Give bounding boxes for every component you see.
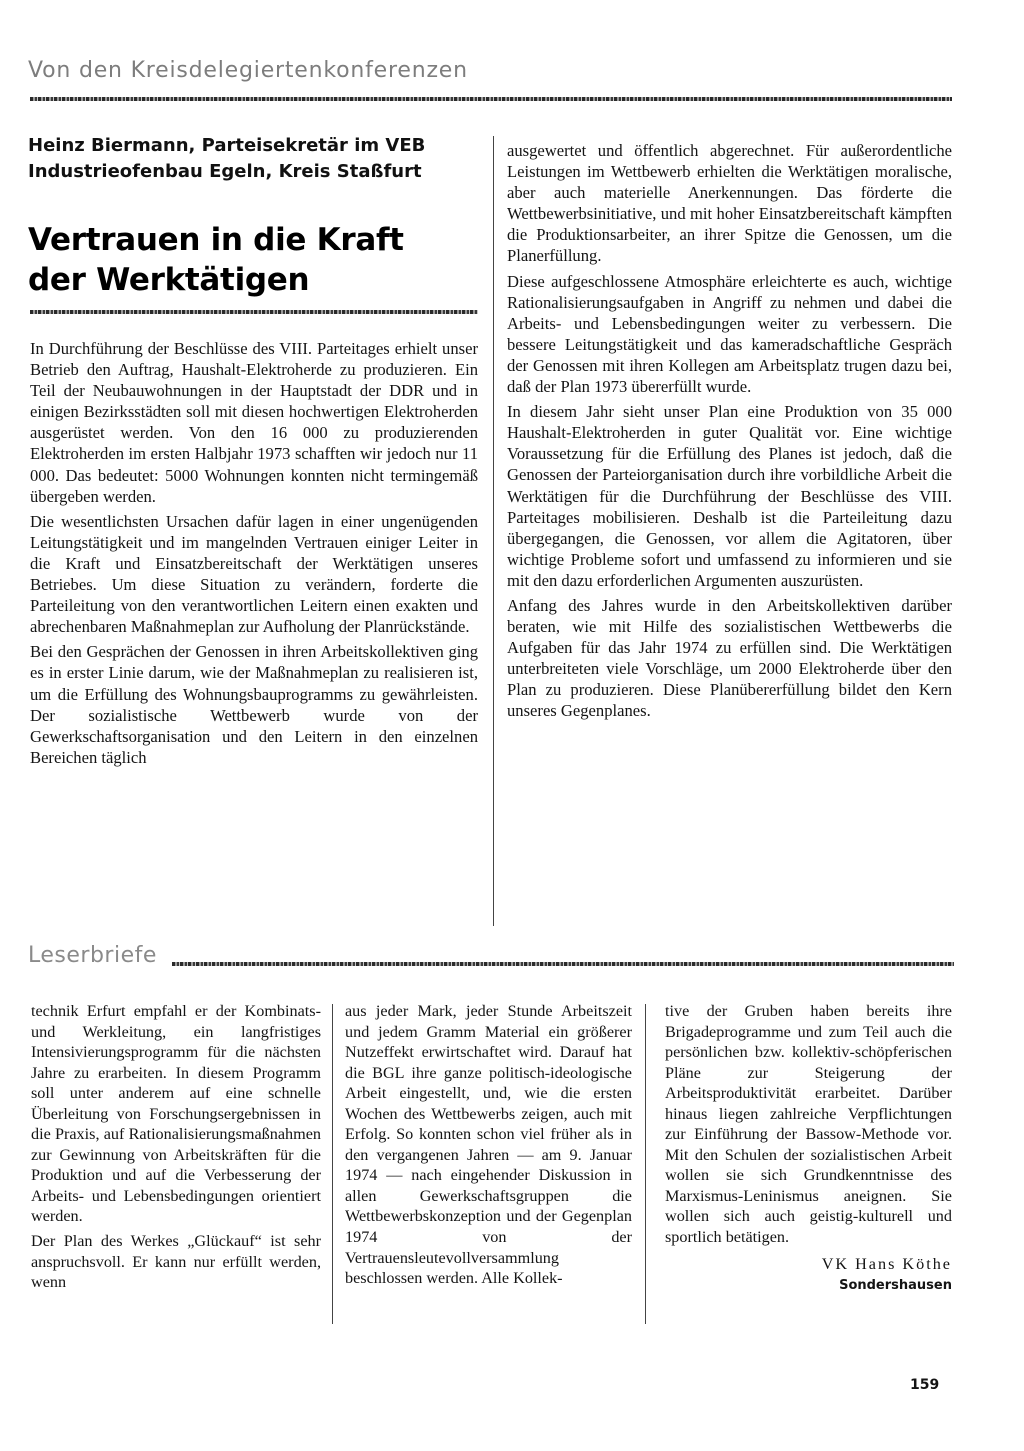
column-divider bbox=[332, 1004, 333, 1324]
letter-column-3 bbox=[665, 1001, 952, 1297]
article-paragraph: Anfang des Jahres wurde in den Arbeitskollektiven darüber beraten, wie mit Hilfe des sozialistischen Wettbewerbs die Aufgaben für das Jahr 1974 zu erfüllen sind. Die Werktätigen unterbreiteten viele Vorschläge, um 2000 Elektroherde über den Plan zu produzieren. Diese Planübererfüllung bildet den Kern unseres Gegenplanes. bbox=[507, 595, 952, 721]
letter-signature: VK Hans Köthe bbox=[821, 1254, 952, 1273]
letter-paragraph: Der Plan des Werkes „Glückauf“ ist sehr anspruchsvoll. Er kann nur erfüllt werden, wenn bbox=[31, 1232, 321, 1292]
byline-line: Heinz Biermann, Parteisekretär im VEB bbox=[28, 135, 426, 156]
column-divider bbox=[493, 136, 494, 926]
letter-paragraph: tive der Gruben haben bereits ihre Brigadeprogramme und zum Teil auch die persönlichen bzw. kollektiv-schöpferischen Pläne zur Steigerung der Arbeitsproduktivität erarbeitet. Darüber hinaus liegen zahlreiche Verpflichtungen zur Einführung der Bassow-Methode vor. Mit den Schulen der sozialistischen Arbeit wollen sie sich Grundkenntnisse des Marxismus-Leninismus aneignen. Sie wollen sich auch geistig-kulturell und sportlich betätigen. bbox=[665, 1002, 952, 1247]
article-paragraph: Die wesentlichsten Ursachen dafür lagen in einer ungenügenden Leitungstätigkeit und im mangelnden Vertrauen einiger Leiter in die Kraft und Einsatzbereitschaft der Werktätigen unseres Betriebes. Um diese Situation zu verändern, forderte die Parteileitung von den verantwortlichen Leitern einen exakten und abrechenbaren Maßnahmeplan zur Aufholung der Planrückstände. bbox=[30, 511, 478, 637]
leserbriefe-divider bbox=[172, 962, 954, 966]
article-paragraph: In diesem Jahr sieht unser Plan eine Produktion von 35 000 Haushalt-Elektroherden in guter Qualität vor. Eine wichtige Voraussetzung für die Erfüllung des Planes ist jedoch, daß die Genossen der Parteiorganisation durch ihre vorbildliche Arbeit die Werktätigen für die Durchführung der Beschlüsse des VIII. Parteitages mobilisieren. Deshalb ist die Parteileitung dazu übergegangen, die Genossen, vor allem die Agitatoren, über wichtige Probleme sofort und umfassend zu informieren und sie mit den dazu erforderlichen Argumenten auszurüsten. bbox=[507, 402, 952, 590]
article-headline bbox=[28, 220, 488, 300]
article-right-column bbox=[507, 140, 952, 722]
letter-paragraph: technik Erfurt empfahl er der Kombinats- und Werkleitung, ein langfristiges Intensivierungsprogramm für die nächsten Jahre zu erarbeiten. In diesem Programm soll unter anderem auf eine schnelle Überleitung von Forschungsergebnissen in die Praxis, auf Rationalisierungsmaßnahmen zur Gewinnung von Arbeitskräften für die Produktion und auf die Verbesserung der Arbeits- und Lebensbedingungen orientiert werden. bbox=[31, 1002, 321, 1226]
letter-paragraph: aus jeder Mark, jeder Stunde Arbeitszeit und jedem Gramm Material ein größerer Nutzeffekt erwirtschaftet wird. Darauf hat die BGL ihre ganze politisch-ideologische Arbeit eingestellt, und, wie die ersten Wochen des Wettbewerbs zeigen, auch mit Erfolg. So konnten schon viel früher als in den vergangenen Jahren — am 9. Januar 1974 — nach eingehender Diskussion in allen Gewerkschaftsgruppen die Wettbewerbskonzeption und der Gegenplan 1974 von der Vertrauensleutevollversammlung beschlossen werden. Alle Kollek- bbox=[345, 1002, 632, 1288]
article-paragraph: ausgewertet und öffentlich abgerechnet. Für außerordentliche Leistungen im Wettbewerb erhielten die Werktätigen moralische, aber auch materielle Anerkennungen. Das förderte die Wettbewerbsinitiative, und mit hoher Einsatzbereitschaft kämpften die Produktionsarbeiter, an ihrer Spitze die Genossen, um die Planerfüllung. bbox=[507, 141, 952, 266]
section-divider bbox=[30, 97, 952, 101]
column-divider bbox=[645, 1004, 646, 1324]
article-paragraph: Diese aufgeschlossene Atmosphäre erleichterte es auch, wichtige Rationalisierungsaufgaben in Angriff zu nehmen und dabei die Arbeits- und Lebensbedingungen weiter zu verbessern. Die bessere Leitungstätigkeit und das kameradschaftliche Gespräch der Genossen mit ihren Kollegen am Arbeitsplatz trugen dazu bei, daß der Plan 1973 übererfüllt wurde. bbox=[507, 271, 952, 397]
article-paragraph: In Durchführung der Beschlüsse des VIII. Parteitages erhielt unser Betrieb den Auftrag, Haushalt-Elektroherde zu produzieren. Ein Teil der Neubauwohnungen in der Hauptstadt der DDR und in einigen Bezirksstädten soll mit diesen hochwertigen Elektroherden ausgerüstet werden. Von den 16 000 zu produzierenden Elektroherden im ersten Halbjahr 1973 schafften wir jedoch nur 11 000. Das bedeutet: 5000 Wohnungen konnten nicht termingemäß übergeben werden. bbox=[30, 339, 478, 506]
letter-place: Sondershausen bbox=[839, 1278, 952, 1294]
article-paragraph: Bei den Gesprächen der Genossen in ihren Arbeitskollektiven ging es in erster Linie darum, wie der Maßnahmeplan zu realisieren ist, um die Erfüllung des Wohnungsbauprogramms zu gewährleisten. Der sozialistische Wettbewerb wurde von der Gewerkschaftsorganisation und den Leitern in den einzelnen Bereichen täglich bbox=[30, 642, 478, 767]
headline-line: Vertrauen in die Kraft bbox=[28, 222, 404, 258]
letter-column-1 bbox=[31, 1001, 321, 1293]
letter-column-2 bbox=[345, 1001, 632, 1289]
headline-line: der Werktätigen bbox=[28, 262, 310, 298]
leserbriefe-title: Leserbriefe bbox=[28, 943, 157, 968]
article-byline bbox=[28, 133, 488, 185]
section-title: Von den Kreisdelegiertenkonferenzen bbox=[28, 58, 468, 83]
headline-divider bbox=[30, 310, 478, 314]
page-number: 159 bbox=[910, 1377, 940, 1393]
article-left-column bbox=[30, 338, 478, 768]
byline-line: Industrieofenbau Egeln, Kreis Staßfurt bbox=[28, 161, 422, 182]
